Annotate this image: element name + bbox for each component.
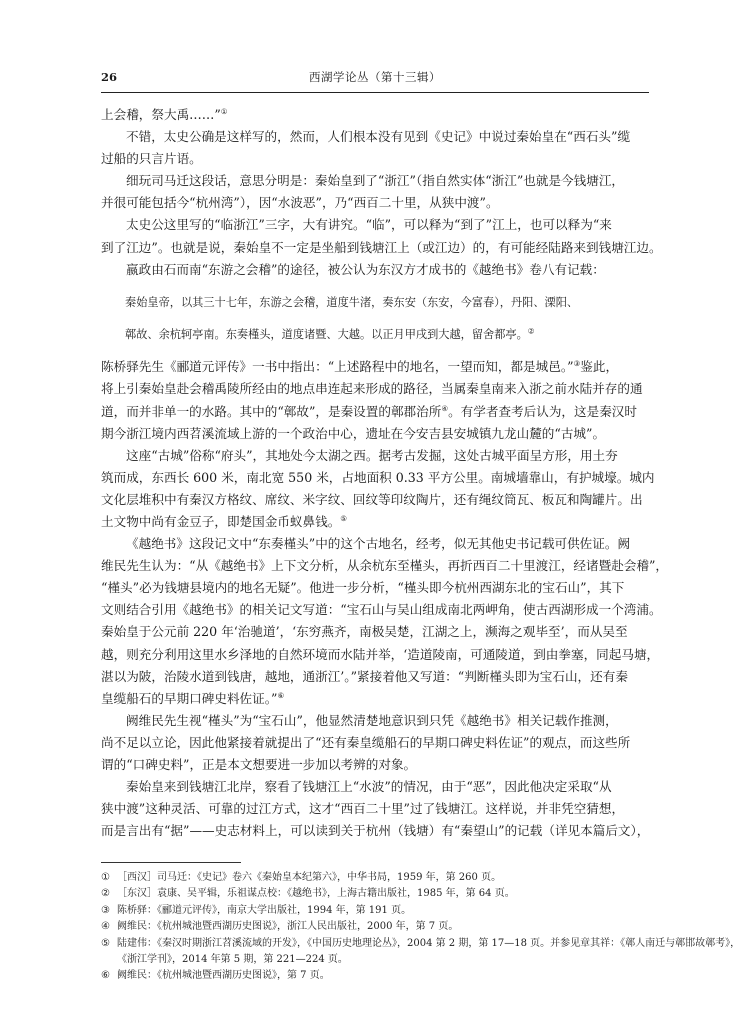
text-line [101, 378, 649, 400]
line-text: 而是言出有“据”——史志材料上，可以读到关于杭州（钱塘）有“秦望山”的记载（详见本篇后文）， [101, 823, 650, 839]
text-line [101, 511, 649, 533]
line-text: 湛以为陂，治陵水道到钱唐，越地，通浙江’。”紧接着他又写道：“判断槿头即为宝石山，还有秦 [101, 668, 628, 684]
text-line [101, 148, 649, 170]
text-line [101, 259, 649, 281]
line-text: 太史公这里写的“临浙江”三字，大有讲究。“临”，可以释为“到了”江上，也可以释为“来 [126, 217, 612, 233]
line-text: 并很可能包括今“杭州湾”），因“水波恶”，乃“西百二十里，从狭中渡”。 [101, 195, 499, 211]
text-line [101, 467, 655, 489]
line-text: 将上引秦始皇赴会稽禹陵所经由的地点串连起来形成的路径，当属秦皇南来入浙之前水陆并存的通 [101, 381, 643, 397]
text-line [101, 644, 660, 666]
footnote-mark: ④ [101, 921, 110, 933]
footnote-ref[interactable]: ⑤ [340, 513, 348, 523]
line-text: 不错，太史公确是这样写的，然而，人们根本没有见到《史记》中说过秦始皇在“西石头”缆 [126, 129, 631, 145]
line-text: 道，而并非单一的水路。其中的“鄣故”，是秦设置的鄣郡治所 [101, 403, 442, 419]
text-line [101, 798, 649, 820]
text-line [101, 688, 649, 710]
footnote-ref[interactable]: ④ [441, 403, 449, 413]
text-line [101, 423, 649, 445]
text-line [101, 356, 649, 378]
line-text: 《越绝书》这段记文中“东奏槿头”中的这个古地名，经考，似无其他史书记载可供佐证。阙 [126, 536, 631, 552]
line-text: 狭中渡”这种灵活、可靠的过江方式，这才“西百二十里”过了钱塘江。这样说，并非凭空猜想， [101, 801, 625, 817]
line-text: 维民先生认为：“从《越绝书》上下文分析，从余杭东至槿头，再折西百二十里渡江，经诸暨赴会稽”， [101, 558, 669, 574]
footnote-text: 陈桥驿：《郦道元评传》，南京大学出版社，1994 年，第 191 页。 [117, 904, 412, 916]
text-line [101, 192, 649, 214]
footnote-mark: ② [101, 888, 110, 900]
line-text: 土文物中尚有金豆子，即楚国金币蚁鼻钱。 [101, 513, 341, 529]
footnotes [101, 870, 741, 985]
footnote [101, 903, 649, 919]
text-line [101, 445, 649, 467]
line-text: 越，则充分利用这里水乡泽地的自然环境而水陆并举，‘造道陵南，可通陵道，到由拳塞，同起马塘， [101, 646, 660, 662]
text-line [101, 776, 649, 798]
footnote-ref[interactable]: ⑥ [277, 690, 285, 700]
text-line [101, 710, 649, 732]
footnote-text: 阙维民：《杭州城池暨西湖历史图说》，浙江人民出版社，2000 年，第 7 页。 [117, 921, 459, 933]
text-line [101, 401, 649, 423]
line-text: 陈桥驿先生《郦道元评传》一书中指出：“上述路程中的地名，一望而知，都是城邑。” [101, 359, 574, 375]
text-line [101, 754, 649, 776]
text-line [101, 555, 669, 577]
text-line [101, 489, 649, 511]
quote-line [101, 292, 649, 313]
text-line [101, 170, 649, 192]
line-text: 文则结合引用《越绝书》的相关记文写道：“宝石山与吴山组成南北两岬角，使古西湖形成一个湾浦。 [101, 602, 662, 618]
line-text: 期今浙江境内西苕溪流域上游的一个政治中心，遗址在今安吉县安城镇九龙山麓的“古城”。 [101, 425, 606, 441]
footnote-mark: ③ [101, 904, 110, 916]
text-line [101, 577, 649, 599]
line-text: 秦始皇于公元前 220 年‘治驰道’，‘东穷燕齐，南极吴楚，江湖之上，濒海之观毕至’，而从吴至 [101, 624, 628, 640]
line-text: 筑而成，东西长 600 米，南北宽 550 米，占地面积 0.33 平方公里。南城墙靠山，有护城壕。城内 [101, 469, 655, 485]
footnote [101, 968, 649, 984]
line-text: 尚不足以立论，因此他紧接着就提出了“还有秦皇缆船石的早期口碑史料佐证”的观点，而这些所 [101, 734, 631, 750]
text-line [101, 237, 662, 259]
line-text: 这座“古城”俗称“府头”，其地处今太湖之西。据考古发掘，这处古城平面呈方形，用土夯 [126, 447, 618, 463]
journal-title: 西湖学论丛（第十三辑） [309, 70, 441, 84]
text-line [101, 732, 649, 754]
line-text: 秦始皇帝，以其三十七年，东游之会稽，道度牛渚，奏东安（东安，今富春），丹阳、溧阳、 [125, 295, 579, 309]
footnote-text: 陆建伟：《秦汉时期浙江苕溪流域的开发》，《中国历史地理论丛》，2004 第 2 期，第 17—18 页。并参见章其祥：《鄣人南迁与鄣邯故鄣考》， [117, 937, 741, 949]
footnote [101, 952, 649, 968]
line-text: 上会稽，祭大禹……” [101, 107, 221, 122]
line-text: 鄣故、余杭轲亭南。东奏槿头，道度诸暨、大越。以正月甲戌到大越，留舍都亭。 [125, 328, 528, 342]
footnote-text: ［东汉］袁康、吴平辑，乐祖谋点校：《越绝书》，上海古籍出版社，1985 年，第 64 页。 [117, 888, 515, 900]
text-line [101, 214, 649, 236]
footnote-text: 阙维民：《杭州城池暨西湖历史图说》，第 7 页。 [117, 970, 330, 982]
footnote [101, 886, 649, 902]
line-text: 阙维民先生视“槿头”为“宝石山”，他显然清楚地意识到只凭《越绝书》相关记载作推测， [126, 712, 618, 728]
footnote-mark: ⑤ [101, 937, 110, 949]
text-line [101, 533, 649, 555]
footnote-ref[interactable]: ② [527, 326, 535, 336]
line-text-tail: 鉴此， [580, 359, 619, 375]
page-number: 26 [101, 70, 118, 84]
text-line [101, 621, 649, 643]
footnote-rule [101, 862, 241, 863]
line-text: 细玩司马迁这段话，意思分明是：秦始皇到了“浙江”（指自然实体“浙江”也就是今钱塘江， [126, 173, 625, 189]
line-text: 过船的只言片语。 [101, 151, 202, 167]
text-line [101, 820, 649, 842]
footnote [101, 919, 649, 935]
line-text: 秦始皇来到钱塘江北岸，察看了钱塘江上“水波”的情况，由于“恶”，因此他决定采取“从 [126, 779, 612, 795]
line-text-tail: 。有学者查考后认为，这是秦汉时 [448, 403, 637, 419]
text-line [101, 666, 649, 688]
footnote-ref[interactable]: ③ [573, 359, 581, 369]
line-text: “槿头”必为钱塘县境内的地名无疑”。他进一步分析，“槿头即今杭州西湖东北的宝石山”，其下 [101, 580, 625, 596]
line-text: 文化层堆积中有秦汉方格纹、席纹、米字纹、回纹等印纹陶片，还有绳纹筒瓦、板瓦和陶罐片。出 [101, 491, 643, 507]
footnote-ref[interactable]: ① [220, 106, 228, 116]
text-line [101, 599, 662, 621]
line-text: 皇缆船石的早期口碑史料佐证。” [101, 690, 278, 706]
footnote [101, 936, 741, 952]
quote-line [101, 324, 649, 345]
header-rule [101, 92, 649, 93]
footnote-mark: ① [101, 872, 110, 883]
text-line [101, 126, 649, 148]
footnote [101, 870, 649, 886]
footnote-text: ［西汉］司马迁：《史记》卷六《秦始皇本纪第六》，中华书局，1959 年，第 260 页。 [117, 872, 502, 883]
main-text [101, 104, 669, 842]
text-line [101, 104, 649, 126]
line-text: 到了江边”。也就是说，秦始皇不一定是坐船到钱塘江上（或江边）的，有可能经陆路来到钱塘江边。 [101, 239, 662, 255]
footnote-text: 《浙江学刊》，2014 年第 5 期，第 221—224 页。 [117, 954, 348, 966]
running-header [101, 68, 649, 86]
line-text: 嬴政由石而南“东游之会稽”的途径，被公认为东汉方才成书的《越绝书》卷八有记载： [126, 261, 605, 277]
footnote-mark: ⑥ [101, 970, 110, 982]
line-text: 谓的“口碑史料”，正是本文想要进一步加以考辨的对象。 [101, 757, 417, 772]
